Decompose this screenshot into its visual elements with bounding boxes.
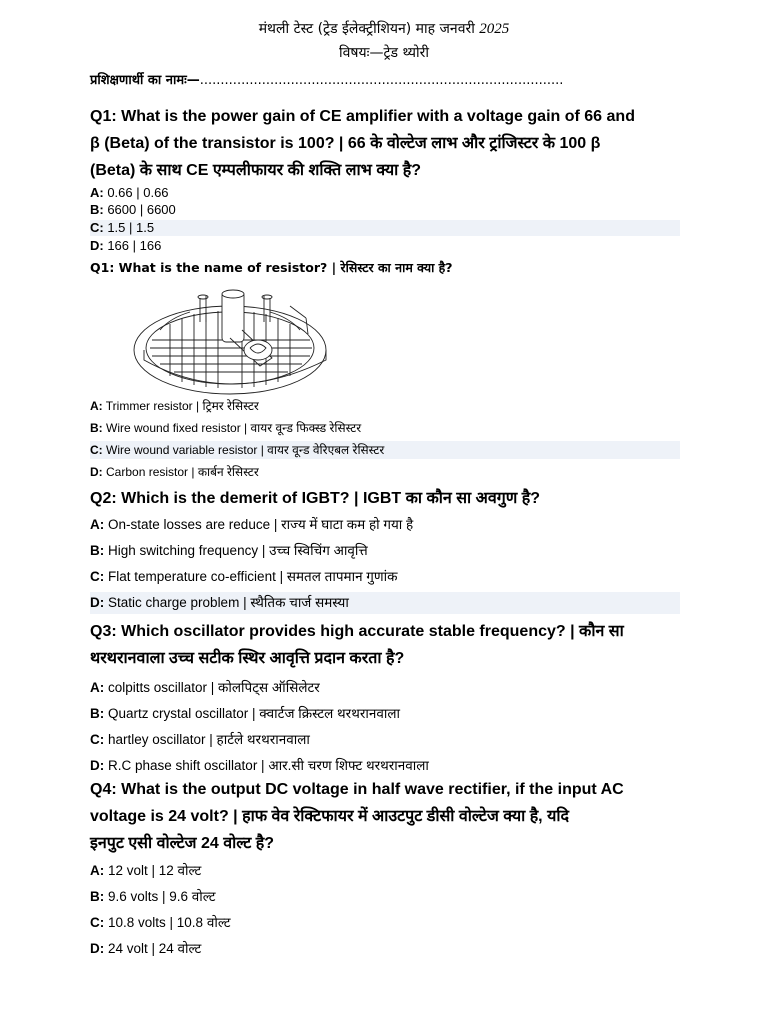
option-key: A: <box>90 399 103 413</box>
question-4 <box>90 776 690 857</box>
question-1 <box>90 103 690 184</box>
option-a[interactable] <box>90 185 680 201</box>
option-b[interactable] <box>90 202 680 218</box>
option-key: B: <box>90 543 105 558</box>
option-key: D: <box>90 758 105 773</box>
option-text: 166 | 166 <box>103 238 162 253</box>
option-text: 24 volt | 24 वोल्ट <box>104 941 202 956</box>
option-text: Static charge problem | स्थैतिक चार्ज समस्या <box>104 595 349 610</box>
option-c[interactable] <box>90 912 680 934</box>
question-line: Q2: Which is the demerit of IGBT? | IGBT का कौन सा अवगुण है? <box>90 490 541 507</box>
option-c[interactable] <box>90 220 680 236</box>
question-line: थरथरानवाला उच्च सटीक स्थिर आवृत्ति प्रदान करता है? <box>90 650 405 667</box>
subject-line: विषयः—ट्रेड थ्योरी <box>339 45 429 61</box>
option-text: R.C phase shift oscillator | आर.सी चरण शिफ्ट थरथरानवाला <box>104 758 429 773</box>
test-title <box>0 20 768 38</box>
option-text: 9.6 volts | 9.6 वोल्ट <box>104 889 216 904</box>
option-key: A: <box>90 185 104 200</box>
test-title-text: मंथली टेस्ट (ट्रेड ईलेक्ट्रीशियन) माह जनवरी <box>258 21 475 37</box>
option-key: B: <box>90 889 105 904</box>
question-line: voltage is 24 volt? | हाफ वेव रेक्टिफायर में आउटपुट डीसी वोल्टेज क्या है, यदि <box>90 808 569 825</box>
option-b[interactable] <box>90 886 680 908</box>
option-text: Quartz crystal oscillator | क्वार्टज क्रिस्टल थरथरानवाला <box>104 706 400 721</box>
option-d[interactable] <box>90 592 680 614</box>
option-key: D: <box>90 941 105 956</box>
option-text: 10.8 volts | 10.8 वोल्ट <box>104 915 231 930</box>
option-b[interactable] <box>90 703 680 725</box>
option-d[interactable] <box>90 463 680 481</box>
option-a[interactable] <box>90 397 680 415</box>
trainee-name-line <box>90 70 563 88</box>
question-line: इनपुट एसी वोल्टेज 24 वोल्ट है? <box>90 835 275 852</box>
option-key: A: <box>90 517 105 532</box>
option-key: A: <box>90 863 105 878</box>
option-key: B: <box>90 706 105 721</box>
option-text: On-state losses are reduce | राज्य में घाटा कम हो गया है <box>104 517 414 532</box>
question-line: Q1: What is the power gain of CE amplifier with a voltage gain of 66 and <box>90 108 635 125</box>
trainee-name-blank: ........................................................................................ <box>199 73 564 88</box>
option-c[interactable] <box>90 566 680 588</box>
option-text: colpitts oscillator | कोलपिट्स ऑसिलेटर <box>104 680 320 695</box>
option-key: C: <box>90 220 104 235</box>
question-3 <box>90 618 690 672</box>
option-c[interactable] <box>90 441 680 459</box>
option-text: 6600 | 6600 <box>103 202 176 217</box>
test-year: 2025 <box>479 21 510 37</box>
option-key: B: <box>90 202 104 217</box>
option-key: D: <box>90 465 103 479</box>
option-text: Trimmer resistor | ट्रिमर रेसिस्टर <box>102 399 259 413</box>
question-resistor: Q1: What is the name of resistor? | रेसिस्टर का नाम क्या है? <box>90 260 453 275</box>
option-text: 1.5 | 1.5 <box>103 220 155 235</box>
option-key: C: <box>90 569 105 584</box>
option-text: 0.66 | 0.66 <box>103 185 169 200</box>
option-text: Wire wound variable resistor | वायर वून्ड वेरिएबल रेसिस्टर <box>102 443 385 457</box>
option-key: C: <box>90 915 105 930</box>
question-line: Q4: What is the output DC voltage in half wave rectifier, if the input AC <box>90 781 624 798</box>
option-key: B: <box>90 421 103 435</box>
option-key: C: <box>90 732 105 747</box>
question-line: Q3: Which oscillator provides high accurate stable frequency? | कौन सा <box>90 623 624 640</box>
option-text: High switching frequency | उच्च स्विचिंग आवृत्ति <box>104 543 368 558</box>
option-key: D: <box>90 595 105 610</box>
option-b[interactable] <box>90 419 680 437</box>
option-c[interactable] <box>90 729 680 751</box>
option-d[interactable] <box>90 238 680 254</box>
option-text: 12 volt | 12 वोल्ट <box>104 863 202 878</box>
option-text: Wire wound fixed resistor | वायर वून्ड फिक्स्ड रेसिस्टर <box>102 421 362 435</box>
question-line: β (Beta) of the transistor is 100? | 66 के वोल्टेज लाभ और ट्रांजिस्टर के 100 β <box>90 135 601 152</box>
resistor-illustration <box>130 288 340 398</box>
option-key: C: <box>90 443 103 457</box>
option-d[interactable] <box>90 938 680 960</box>
option-d[interactable] <box>90 755 680 777</box>
option-a[interactable] <box>90 514 680 536</box>
option-a[interactable] <box>90 677 680 699</box>
option-a[interactable] <box>90 860 680 882</box>
option-text: hartley oscillator | हार्टले थरथरानवाला <box>104 732 310 747</box>
trainee-name-label: प्रशिक्षणार्थी का नामः— <box>90 73 200 88</box>
option-text: Flat temperature co-efficient | समतल तापमान गुणांक <box>104 569 398 584</box>
option-text: Carbon resistor | कार्बन रेसिस्टर <box>102 465 259 479</box>
question-line: (Beta) के साथ CE एम्पलीफायर की शक्ति लाभ क्या है? <box>90 162 422 179</box>
option-b[interactable] <box>90 540 680 562</box>
question-2 <box>90 485 690 512</box>
option-key: D: <box>90 238 104 253</box>
option-key: A: <box>90 680 105 695</box>
